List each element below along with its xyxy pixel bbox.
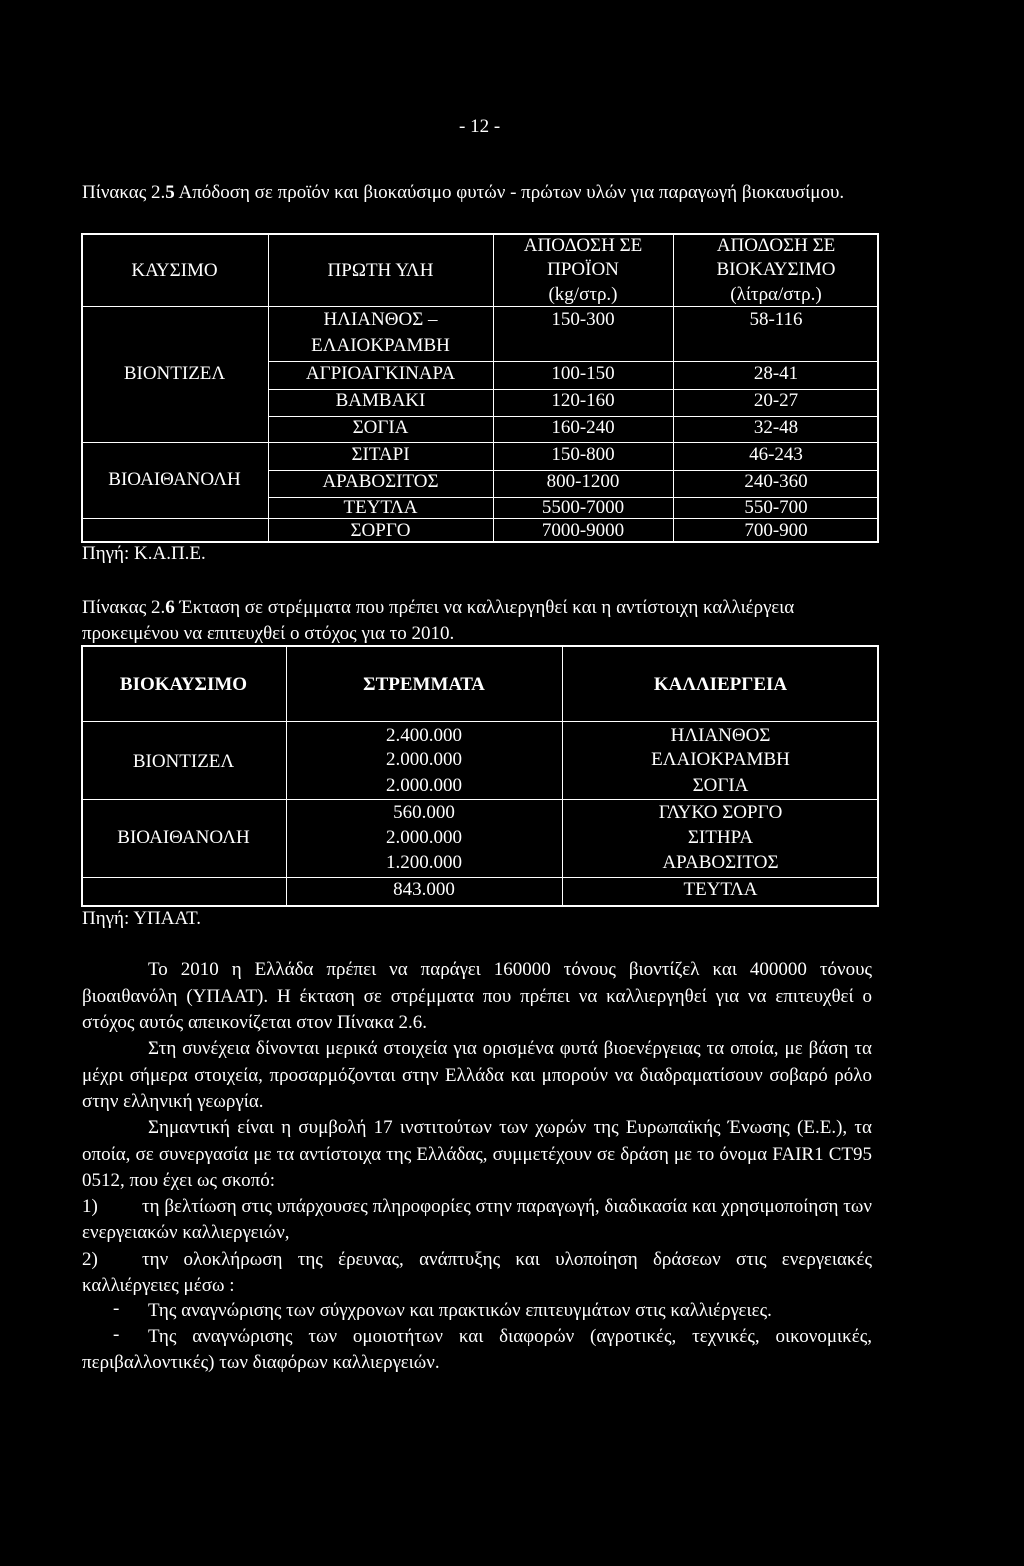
- cell-raw-material: ΣΟΓΙΑ: [352, 417, 409, 438]
- table-2-6: [81, 645, 879, 935]
- cell-fuel-yield: 28-41: [753, 363, 799, 384]
- cell-area: 560.000: [393, 802, 455, 823]
- table-2-6-caption: [82, 595, 872, 647]
- list-item-number: 1): [82, 1196, 98, 1217]
- header-yield-fuel-2: ΒΙΟΚΑΥΣΙΜΟ: [716, 259, 836, 280]
- dash-item-2: Της αναγνώρισης των ομοιοτήτων και διαφορών (αγροτικές, τεχνικές, οικονομικές, περιβαλλοντικές) των διαφόρων καλλιεργειών.: [82, 1326, 872, 1373]
- cell-crop: ΤΕΥΤΛΑ: [683, 879, 758, 900]
- header-crop: ΚΑΛΛΙΕΡΓΕΙΑ: [653, 674, 788, 695]
- header-yield-fuel-unit: (λίτρα/στρ.): [730, 284, 822, 305]
- caption-label: Πίνακας 2.: [82, 182, 166, 203]
- cell-raw-material: ΑΡΑΒΟΣΙΤΟΣ: [322, 471, 439, 492]
- caption-text: Απόδοση σε προϊόν και βιοκαύσιμο φυτών - πρώτων υλών για παραγωγή βιοκαυσίμου.: [174, 182, 845, 203]
- header-fuel: ΚΑΥΣΙΜΟ: [131, 260, 218, 281]
- cell-raw-material: ΒΑΜΒΑΚΙ: [335, 390, 426, 411]
- cell-raw-material: ΕΛΑΙΟΚΡΑΜΒΗ: [311, 335, 450, 356]
- cell-crop: ΕΛΑΙΟΚΡΑΜΒΗ: [651, 749, 790, 770]
- cell-product-yield: 5500-7000: [541, 497, 625, 518]
- caption-number: 6: [165, 597, 175, 618]
- cell-area: 1.200.000: [386, 852, 462, 873]
- cell-product-yield: 160-240: [551, 417, 615, 438]
- cell-fuel-yield: 58-116: [749, 309, 803, 330]
- header-biofuel: ΒΙΟΚΑΥΣΙΜΟ: [119, 674, 248, 695]
- caption-text: Έκταση σε στρέμματα που πρέπει να καλλιεργηθεί και η αντίστοιχη καλλιέργεια προκειμένου να επιτευχθεί ο στόχος για το 2010.: [82, 597, 795, 644]
- group-biodiesel: ΒΙΟΝΤΙΖΕΛ: [132, 751, 235, 772]
- cell-area: 2.400.000: [386, 725, 462, 746]
- group-biodiesel: ΒΙΟΝΤΙΖΕΛ: [123, 363, 226, 384]
- cell-area: 2.000.000: [386, 749, 462, 770]
- list-item-text: την ολοκλήρωση της έρευνας, ανάπτυξης και υλοποίηση δράσεων στις ενεργειακές καλλιέργειες μέσω :: [82, 1249, 872, 1296]
- cell-area: 843.000: [393, 879, 455, 900]
- cell-product-yield: 100-150: [551, 363, 615, 384]
- header-yield-product-1: ΑΠΟΔΟΣΗ ΣΕ: [523, 235, 643, 256]
- group-bioethanol: ΒΙΟΑΙΘΑΝΟΛΗ: [108, 469, 241, 490]
- paragraph-2010-target: Το 2010 η Ελλάδα πρέπει να παράγει 160000 τόνους βιοντίζελ και 400000 τόνους βιοαιθανόλη (ΥΠΑΑΤ). Η έκταση σε στρέμματα που πρέπει να καλλιεργηθεί για να επιτευχθεί ο στόχος αυτός απεικονίζεται στον Πίνακα 2.6.: [82, 959, 872, 1033]
- paragraph-energy-crops: Στη συνέχεια δίνονται μερικά στοιχεία για ορισμένα φυτά βιοενέργειας τα οποία, με βάση τα μέχρι σήμερα στοιχεία, προσαρμόζονται στην Ελλάδα και μπορούν να διαδραματίσουν σοβαρό ρόλο στην ελληνική γεωργία.: [82, 1038, 872, 1112]
- cell-crop: ΓΛΥΚΟ ΣΟΡΓΟ: [658, 802, 783, 823]
- caption-label: Πίνακας 2.: [82, 597, 166, 618]
- cell-crop: ΑΡΑΒΟΣΙΤΟΣ: [662, 852, 779, 873]
- cell-raw-material: ΣΟΡΓΟ: [350, 520, 411, 541]
- cell-fuel-yield: 240-360: [744, 471, 808, 492]
- caption-number: 5: [165, 182, 175, 203]
- table-2-6-source: Πηγή: ΥΠΑΑΤ.: [82, 908, 202, 929]
- table-2-5-caption: [82, 180, 872, 206]
- cell-raw-material: ΑΓΡΙΟΑΓΚΙΝΑΡΑ: [305, 363, 456, 384]
- cell-product-yield: 800-1200: [546, 471, 620, 492]
- page-number: - 12 -: [459, 116, 501, 137]
- cell-area: 2.000.000: [386, 775, 462, 796]
- paragraph-eu-institutes: Σημαντική είναι η συμβολή 17 ινστιτούτων των χωρών της Ευρωπαϊκής Ένωσης (Ε.Ε.), τα οποία, σε συνεργασία με τα αντίστοιχα της Ελλάδας, συμμετέχουν σε δράση με το όνομα FAIR1 CT95 0512, που έχει ως σκοπό:: [82, 1117, 872, 1191]
- dash-item-1: Της αναγνώρισης των σύγχρονων και πρακτικών επιτευγμάτων στις καλλιέργειες.: [148, 1300, 772, 1321]
- table-2-5: [81, 233, 879, 568]
- list-item-number: 2): [82, 1249, 98, 1270]
- cell-raw-material: ΤΕΥΤΛΑ: [343, 497, 418, 518]
- header-yield-fuel-1: ΑΠΟΔΟΣΗ ΣΕ: [716, 235, 836, 256]
- cell-crop: ΣΟΓΙΑ: [692, 775, 749, 796]
- header-yield-product-2: ΠΡΟΪΟΝ: [547, 259, 619, 280]
- list-item-text: τη βελτίωση στις υπάρχουσες πληροφορίες στην παραγωγή, διαδικασία και χρησιμοποίηση των ενεργειακών καλλιεργειών,: [82, 1196, 872, 1243]
- cell-product-yield: 150-800: [551, 444, 615, 465]
- cell-raw-material: ΣΙΤΑΡΙ: [351, 444, 410, 465]
- cell-crop: ΗΛΙΑΝΘΟΣ: [670, 725, 771, 746]
- header-yield-product-unit: (kg/στρ.): [548, 284, 618, 305]
- cell-product-yield: 120-160: [551, 390, 615, 411]
- cell-fuel-yield: 550-700: [744, 497, 808, 518]
- table-2-5-source: Πηγή: Κ.Α.Π.Ε.: [82, 543, 206, 564]
- cell-fuel-yield: 46-243: [749, 444, 803, 465]
- cell-fuel-yield: 20-27: [753, 390, 799, 411]
- group-bioethanol: ΒΙΟΑΙΘΑΝΟΛΗ: [117, 827, 250, 848]
- cell-product-yield: 150-300: [551, 309, 615, 330]
- cell-fuel-yield: 700-900: [744, 520, 808, 541]
- cell-product-yield: 7000-9000: [541, 520, 625, 541]
- list-item-1: [82, 1194, 872, 1246]
- cell-area: 2.000.000: [386, 827, 462, 848]
- header-raw-material: ΠΡΩΤΗ ΥΛΗ: [327, 260, 434, 281]
- header-area: ΣΤΡΕΜΜΑΤΑ: [363, 674, 485, 695]
- cell-crop: ΣΙΤΗΡΑ: [687, 827, 754, 848]
- cell-raw-material: ΗΛΙΑΝΘΟΣ –: [323, 309, 438, 330]
- dash-bullet: -: [113, 1324, 120, 1345]
- dash-bullet: -: [113, 1298, 120, 1319]
- list-item-2: [82, 1247, 872, 1299]
- cell-fuel-yield: 32-48: [753, 417, 799, 438]
